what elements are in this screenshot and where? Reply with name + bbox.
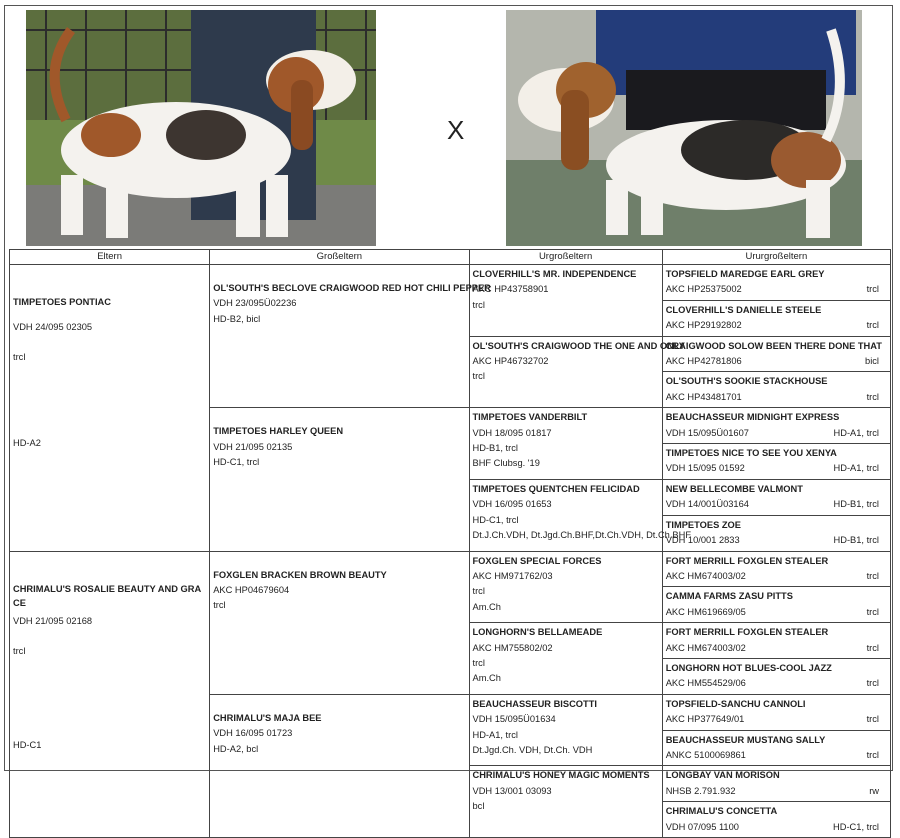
- great-grandparent-line: bcl: [472, 801, 485, 812]
- ggg-cell: [662, 300, 890, 336]
- ggg-info: HD-B1, trcl: [833, 535, 879, 546]
- grandparent-line: HD-C1, trcl: [213, 457, 260, 468]
- ggg-reg: AKC HP25375002: [665, 284, 742, 295]
- ggg-cell: [662, 444, 890, 480]
- ggg-name: CAMMA FARMS ZASU PITTS: [665, 591, 793, 602]
- ggg-cell: [662, 766, 890, 802]
- ggg-cell: [662, 265, 890, 301]
- parent-reg: VDH 24/095 02305: [13, 322, 93, 332]
- grandparent-name: CHRIMALU'S MAJA BEE: [213, 712, 322, 723]
- ggg-info: trcl: [866, 678, 879, 689]
- ggg-reg: VDH 15/095Ü01607: [665, 427, 749, 438]
- ggg-name: TOPSFIELD-SANCHU CANNOLI: [665, 698, 806, 709]
- grandparent-line: HD-A2, bcl: [213, 743, 259, 754]
- great-grandparent-line: AKC HM971762/03: [472, 570, 553, 581]
- ggg-reg: AKC HP42781806: [665, 356, 742, 367]
- great-grandparent-line: AKC HP43758901: [472, 284, 549, 295]
- great-grandparent: [469, 551, 662, 623]
- great-grandparent: [469, 336, 685, 408]
- parent-dam: [10, 551, 210, 838]
- ggg-info: trcl: [866, 391, 879, 402]
- ggg-name: TIMPETOES ZOE: [665, 519, 741, 530]
- ggg-reg: AKC HP43481701: [665, 391, 742, 402]
- great-grandparent: [469, 265, 662, 337]
- great-grandparent-line: AKC HM755802/02: [472, 642, 553, 653]
- ggg-reg: VDH 07/095 1100: [665, 821, 739, 832]
- great-grandparent: [469, 766, 662, 838]
- ggg-cell: [662, 587, 890, 623]
- parent-name: TIMPETOES PONTIAC: [13, 297, 111, 307]
- ggg-reg: NHSB 2.791.932: [665, 785, 736, 796]
- ggg-name: BEAUCHASSEUR MUSTANG SALLY: [665, 734, 826, 745]
- header-grosseltern: Großeltern: [210, 250, 469, 265]
- ggg-cell: [662, 551, 890, 587]
- great-grandparent-line: Dt.J.Ch.VDH, Dt.Jgd.Ch.BHF,Dt.Ch.VDH, Dt.Ch.BHF: [472, 530, 692, 541]
- ggg-cell: [662, 658, 890, 694]
- grandparent: [210, 408, 469, 551]
- grandparent-name: TIMPETOES HARLEY QUEEN: [213, 426, 344, 437]
- parent-extra: trcl: [13, 352, 26, 362]
- great-grandparent-line: Dt.Jgd.Ch. VDH, Dt.Ch. VDH: [472, 744, 593, 755]
- great-grandparent-name: CLOVERHILL'S MR. INDEPENDENCE: [472, 269, 637, 279]
- great-grandparent-line: BHF Clubsg. '19: [472, 458, 540, 469]
- ggg-reg: VDH 15/095 01592: [665, 463, 745, 474]
- great-grandparent: [469, 694, 662, 766]
- great-grandparent-line: HD-B1, trcl: [472, 443, 518, 454]
- grandparent-name: FOXGLEN BRACKEN BROWN BEAUTY: [213, 569, 387, 580]
- great-grandparent-line: VDH 15/095Ü01634: [472, 714, 556, 725]
- ggg-name: CHRIMALU'S CONCETTA: [665, 806, 778, 817]
- great-grandparent-name: CHRIMALU'S HONEY MAGIC MOMENTS: [472, 770, 650, 781]
- ggg-cell: [662, 694, 890, 730]
- grandparent-line: VDH 21/095 02135: [213, 441, 293, 452]
- ggg-name: BEAUCHASSEUR MIDNIGHT EXPRESS: [665, 412, 840, 423]
- parent-sire: [10, 265, 210, 552]
- great-grandparent: [469, 479, 692, 551]
- ggg-name: LONGHORN HOT BLUES-COOL JAZZ: [665, 662, 832, 673]
- ggg-reg: AKC HP377649/01: [665, 714, 745, 725]
- ggg-info: HD-A1, trcl: [833, 463, 879, 474]
- ggg-reg: AKC HM554529/06: [665, 678, 746, 689]
- great-grandparent-line: HD-C1, trcl: [472, 514, 519, 525]
- ggg-reg: AKC HP29192802: [665, 320, 742, 331]
- great-grandparent-line: trcl: [472, 371, 485, 382]
- great-grandparent: [469, 623, 662, 695]
- header-ururgrosseltern: Ururgroßeltern: [662, 250, 890, 265]
- parent-extra: trcl: [13, 645, 26, 656]
- ggg-name: FORT MERRILL FOXGLEN STEALER: [665, 627, 829, 638]
- great-grandparent-line: VDH 18/095 01817: [472, 427, 552, 438]
- great-grandparent-line: trcl: [472, 299, 485, 310]
- ggg-name: FORT MERRILL FOXGLEN STEALER: [665, 555, 829, 566]
- ggg-info: trcl: [866, 284, 879, 295]
- ggg-info: HD-A1, trcl: [833, 427, 879, 438]
- ggg-info: trcl: [866, 642, 879, 653]
- parent-name: CHRIMALU'S ROSALIE BEAUTY AND GRACE: [13, 583, 202, 608]
- great-grandparent-line: trcl: [472, 657, 485, 668]
- dam-photo: [506, 10, 862, 246]
- header-urgrosseltern: Urgroßeltern: [469, 250, 662, 265]
- great-grandparent-line: Am.Ch: [472, 601, 501, 612]
- ggg-reg: ANKC 5100069861: [665, 749, 746, 760]
- parent-hd: HD-A2: [13, 438, 41, 448]
- great-grandparent-line: Am.Ch: [472, 673, 501, 684]
- ggg-name: LONGBAY VAN MORISON: [665, 770, 780, 781]
- ggg-name: TOPSFIELD MAREDGE EARL GREY: [665, 269, 825, 279]
- ggg-reg: VDH 14/001Ü03164: [665, 499, 749, 510]
- ggg-cell: [662, 802, 890, 838]
- ggg-reg: VDH 10/001 2833: [665, 535, 740, 546]
- grandparent-line: VDH 23/095Ü02236: [213, 298, 297, 309]
- ggg-info: HD-C1, trcl: [833, 821, 879, 832]
- ggg-name: NEW BELLECOMBE VALMONT: [665, 483, 803, 494]
- ggg-cell: [662, 730, 890, 766]
- parent-reg: VDH 21/095 02168: [13, 615, 93, 626]
- pedigree-table: [9, 249, 891, 838]
- ggg-cell: [662, 515, 890, 551]
- great-grandparent-line: HD-A1, trcl: [472, 729, 518, 740]
- great-grandparent-name: BEAUCHASSEUR BISCOTTI: [472, 698, 597, 709]
- grandparent-line: HD-B2, bicl: [213, 313, 261, 324]
- grandparent: [210, 694, 469, 837]
- great-grandparent: [469, 408, 662, 480]
- header-eltern: Eltern: [10, 250, 210, 265]
- grandparent: [210, 551, 469, 694]
- ggg-name: OL'SOUTH'S SOOKIE STACKHOUSE: [665, 376, 828, 387]
- ggg-info: trcl: [866, 714, 879, 725]
- grandparent-line: VDH 16/095 01723: [213, 728, 293, 739]
- great-grandparent-name: TIMPETOES QUENTCHEN FELICIDAD: [472, 483, 640, 494]
- great-grandparent-name: LONGHORN'S BELLAMEADE: [472, 627, 603, 638]
- great-grandparent-line: VDH 16/095 01653: [472, 499, 552, 510]
- ggg-cell: [662, 623, 890, 659]
- ggg-info: trcl: [866, 606, 879, 617]
- sire-photo: [26, 10, 376, 246]
- ggg-cell: [662, 479, 890, 515]
- great-grandparent-line: AKC HP46732702: [472, 356, 549, 367]
- ggg-info: trcl: [866, 749, 879, 760]
- ggg-reg: AKC HM619669/05: [665, 606, 746, 617]
- ggg-cell: [662, 408, 890, 444]
- ggg-name: CRAIGWOOD SOLOW BEEN THERE DONE THAT: [665, 340, 882, 351]
- ggg-cell: [662, 372, 890, 408]
- great-grandparent-line: VDH 13/001 03093: [472, 785, 552, 796]
- great-grandparent-line: trcl: [472, 586, 485, 597]
- ggg-cell: [662, 336, 890, 372]
- grandparent-line: AKC HP04679604: [213, 584, 290, 595]
- ggg-info: trcl: [866, 570, 879, 581]
- ggg-name: TIMPETOES NICE TO SEE YOU XENYA: [665, 448, 837, 459]
- ggg-info: rw: [869, 785, 879, 796]
- parent-hd: HD-C1: [13, 739, 42, 750]
- great-grandparent-name: FOXGLEN SPECIAL FORCES: [472, 555, 602, 566]
- ggg-reg: AKC HM674003/02: [665, 570, 746, 581]
- grandparent-name: OL'SOUTH'S BECLOVE CRAIGWOOD RED HOT CHILI PEPPER: [213, 283, 491, 293]
- great-grandparent-name: TIMPETOES VANDERBILT: [472, 412, 588, 423]
- ggg-info: HD-B1, trcl: [833, 499, 879, 510]
- ggg-name: CLOVERHILL'S DANIELLE STEELE: [665, 304, 822, 315]
- great-grandparent-name: OL'SOUTH'S CRAIGWOOD THE ONE AND ONLY: [472, 340, 685, 351]
- cross-symbol: X: [447, 115, 465, 145]
- ggg-info: bicl: [865, 356, 879, 367]
- ggg-reg: AKC HM674003/02: [665, 642, 746, 653]
- grandparent-line: trcl: [213, 600, 226, 611]
- ggg-info: trcl: [866, 320, 879, 331]
